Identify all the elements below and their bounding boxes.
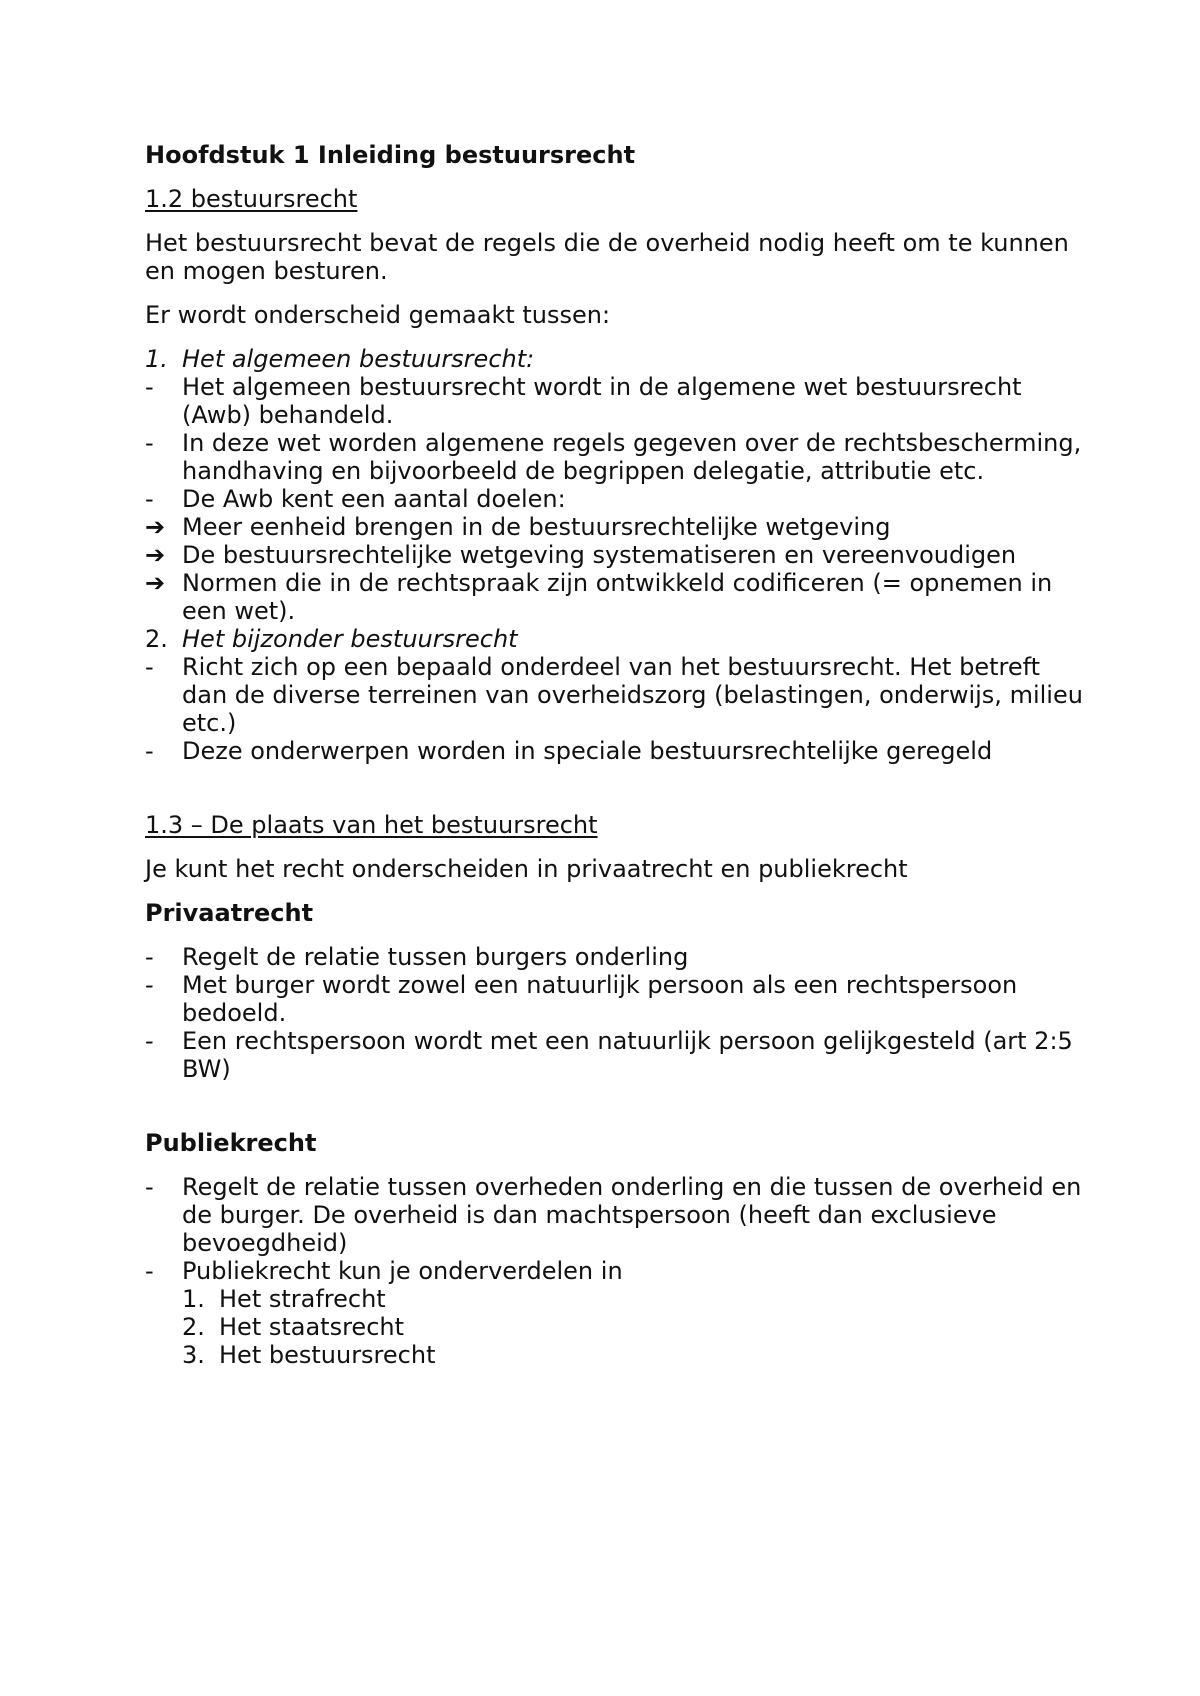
dash-marker: - [145,653,154,681]
arrow-item [145,569,1085,625]
list-item-title: Het bijzonder bestuursrecht [182,625,518,653]
dash-marker: - [145,485,154,513]
section-heading-1-2 [145,185,1085,213]
section-heading-1-3-text: 1.3 – De plaats van het bestuursrecht [145,811,598,839]
sub-list-text: Het strafrecht [219,1285,386,1313]
dash-marker: - [145,1027,154,1055]
dash-marker: - [145,943,154,971]
section-intro: Je kunt het recht onderscheiden in privaatrecht en publiekrecht [145,855,908,883]
arrow-item [145,513,1085,541]
bullet-text: Het algemeen bestuursrecht wordt in de algemene wet bestuursrecht (Awb) behandeld. [182,373,1022,429]
sub-list-text: Het staatsrecht [219,1313,405,1341]
bullet-item [145,943,1085,971]
dash-marker: - [145,373,154,401]
bullet-item [145,373,1085,429]
dash-marker: - [145,1257,154,1285]
bullet-item [145,1173,1085,1257]
chapter-title: Hoofdstuk 1 Inleiding bestuursrecht [145,141,636,169]
bullet-text: Een rechtspersoon wordt met een natuurlijk persoon gelijkgesteld (art 2:5 BW) [182,1027,1073,1083]
bullet-text: Richt zich op een bepaald onderdeel van het bestuursrecht. Het betreft dan de diverse terreinen van overheidszorg (belastingen, onderwijs, milieu etc.) [182,653,1083,737]
list-item-bijzonder [145,625,1085,653]
sub-list-text: Het bestuursrecht [219,1341,436,1369]
section-heading-1-2-text: 1.2 bestuursrecht [145,185,358,213]
arrow-text: Normen die in de rechtspraak zijn ontwikkeld codificeren (= opnemen in een wet). [182,569,1053,625]
list-item-title: Het algemeen bestuursrecht: [182,345,535,373]
arrow-text: De bestuursrechtelijke wetgeving systematiseren en vereenvoudigen [182,541,1017,569]
bullet-item [145,1257,1085,1369]
arrow-text: Meer eenheid brengen in de bestuursrechtelijke wetgeving [182,513,891,541]
sub-list-item [182,1313,1085,1341]
dash-marker: - [145,1173,154,1201]
bullet-text: Publiekrecht kun je onderverdelen in [182,1257,623,1285]
intro-paragraph: Het bestuursrecht bevat de regels die de overheid nodig heeft om te kunnen en mogen besturen. [145,229,1069,285]
arrow-icon: ➔ [145,569,166,597]
bullet-item [145,429,1085,485]
bullet-item [145,1027,1085,1083]
bullet-text: Met burger wordt zowel een natuurlijk persoon als een rechtspersoon bedoeld. [182,971,1018,1027]
bullet-text: Deze onderwerpen worden in speciale bestuursrechtelijke geregeld [182,737,993,765]
arrow-item [145,541,1085,569]
dash-marker: - [145,737,154,765]
list-number: 2. [145,625,168,653]
dash-marker: - [145,971,154,999]
bullet-text: De Awb kent een aantal doelen: [182,485,566,513]
lead-paragraph: Er wordt onderscheid gemaakt tussen: [145,301,611,329]
arrow-icon: ➔ [145,541,166,569]
list-number: 3. [182,1341,205,1369]
section-heading-1-3 [145,811,1085,839]
bullet-item [145,737,1085,765]
sub-list-item [182,1285,1085,1313]
bullet-text: Regelt de relatie tussen burgers onderling [182,943,689,971]
bullet-item [145,653,1085,737]
list-item-algemeen [145,345,1085,373]
sub-list-item [182,1341,1085,1369]
list-number: 1. [145,345,168,373]
dash-marker: - [145,429,154,457]
publiekrecht-heading: Publiekrecht [145,1129,317,1157]
document-page [145,141,1085,1369]
list-number: 2. [182,1313,205,1341]
privaatrecht-heading: Privaatrecht [145,899,314,927]
bullet-text: Regelt de relatie tussen overheden onderling en die tussen de overheid en de burger. De overheid is dan machtspersoon (heeft dan exclusieve bevoegdheid) [182,1173,1082,1257]
bullet-item [145,971,1085,1027]
bullet-item [145,485,1085,513]
list-number: 1. [182,1285,205,1313]
bullet-text: In deze wet worden algemene regels gegeven over de rechtsbescherming, handhaving en bijvoorbeeld de begrippen delegatie, attributie etc. [182,429,1082,485]
arrow-icon: ➔ [145,513,166,541]
